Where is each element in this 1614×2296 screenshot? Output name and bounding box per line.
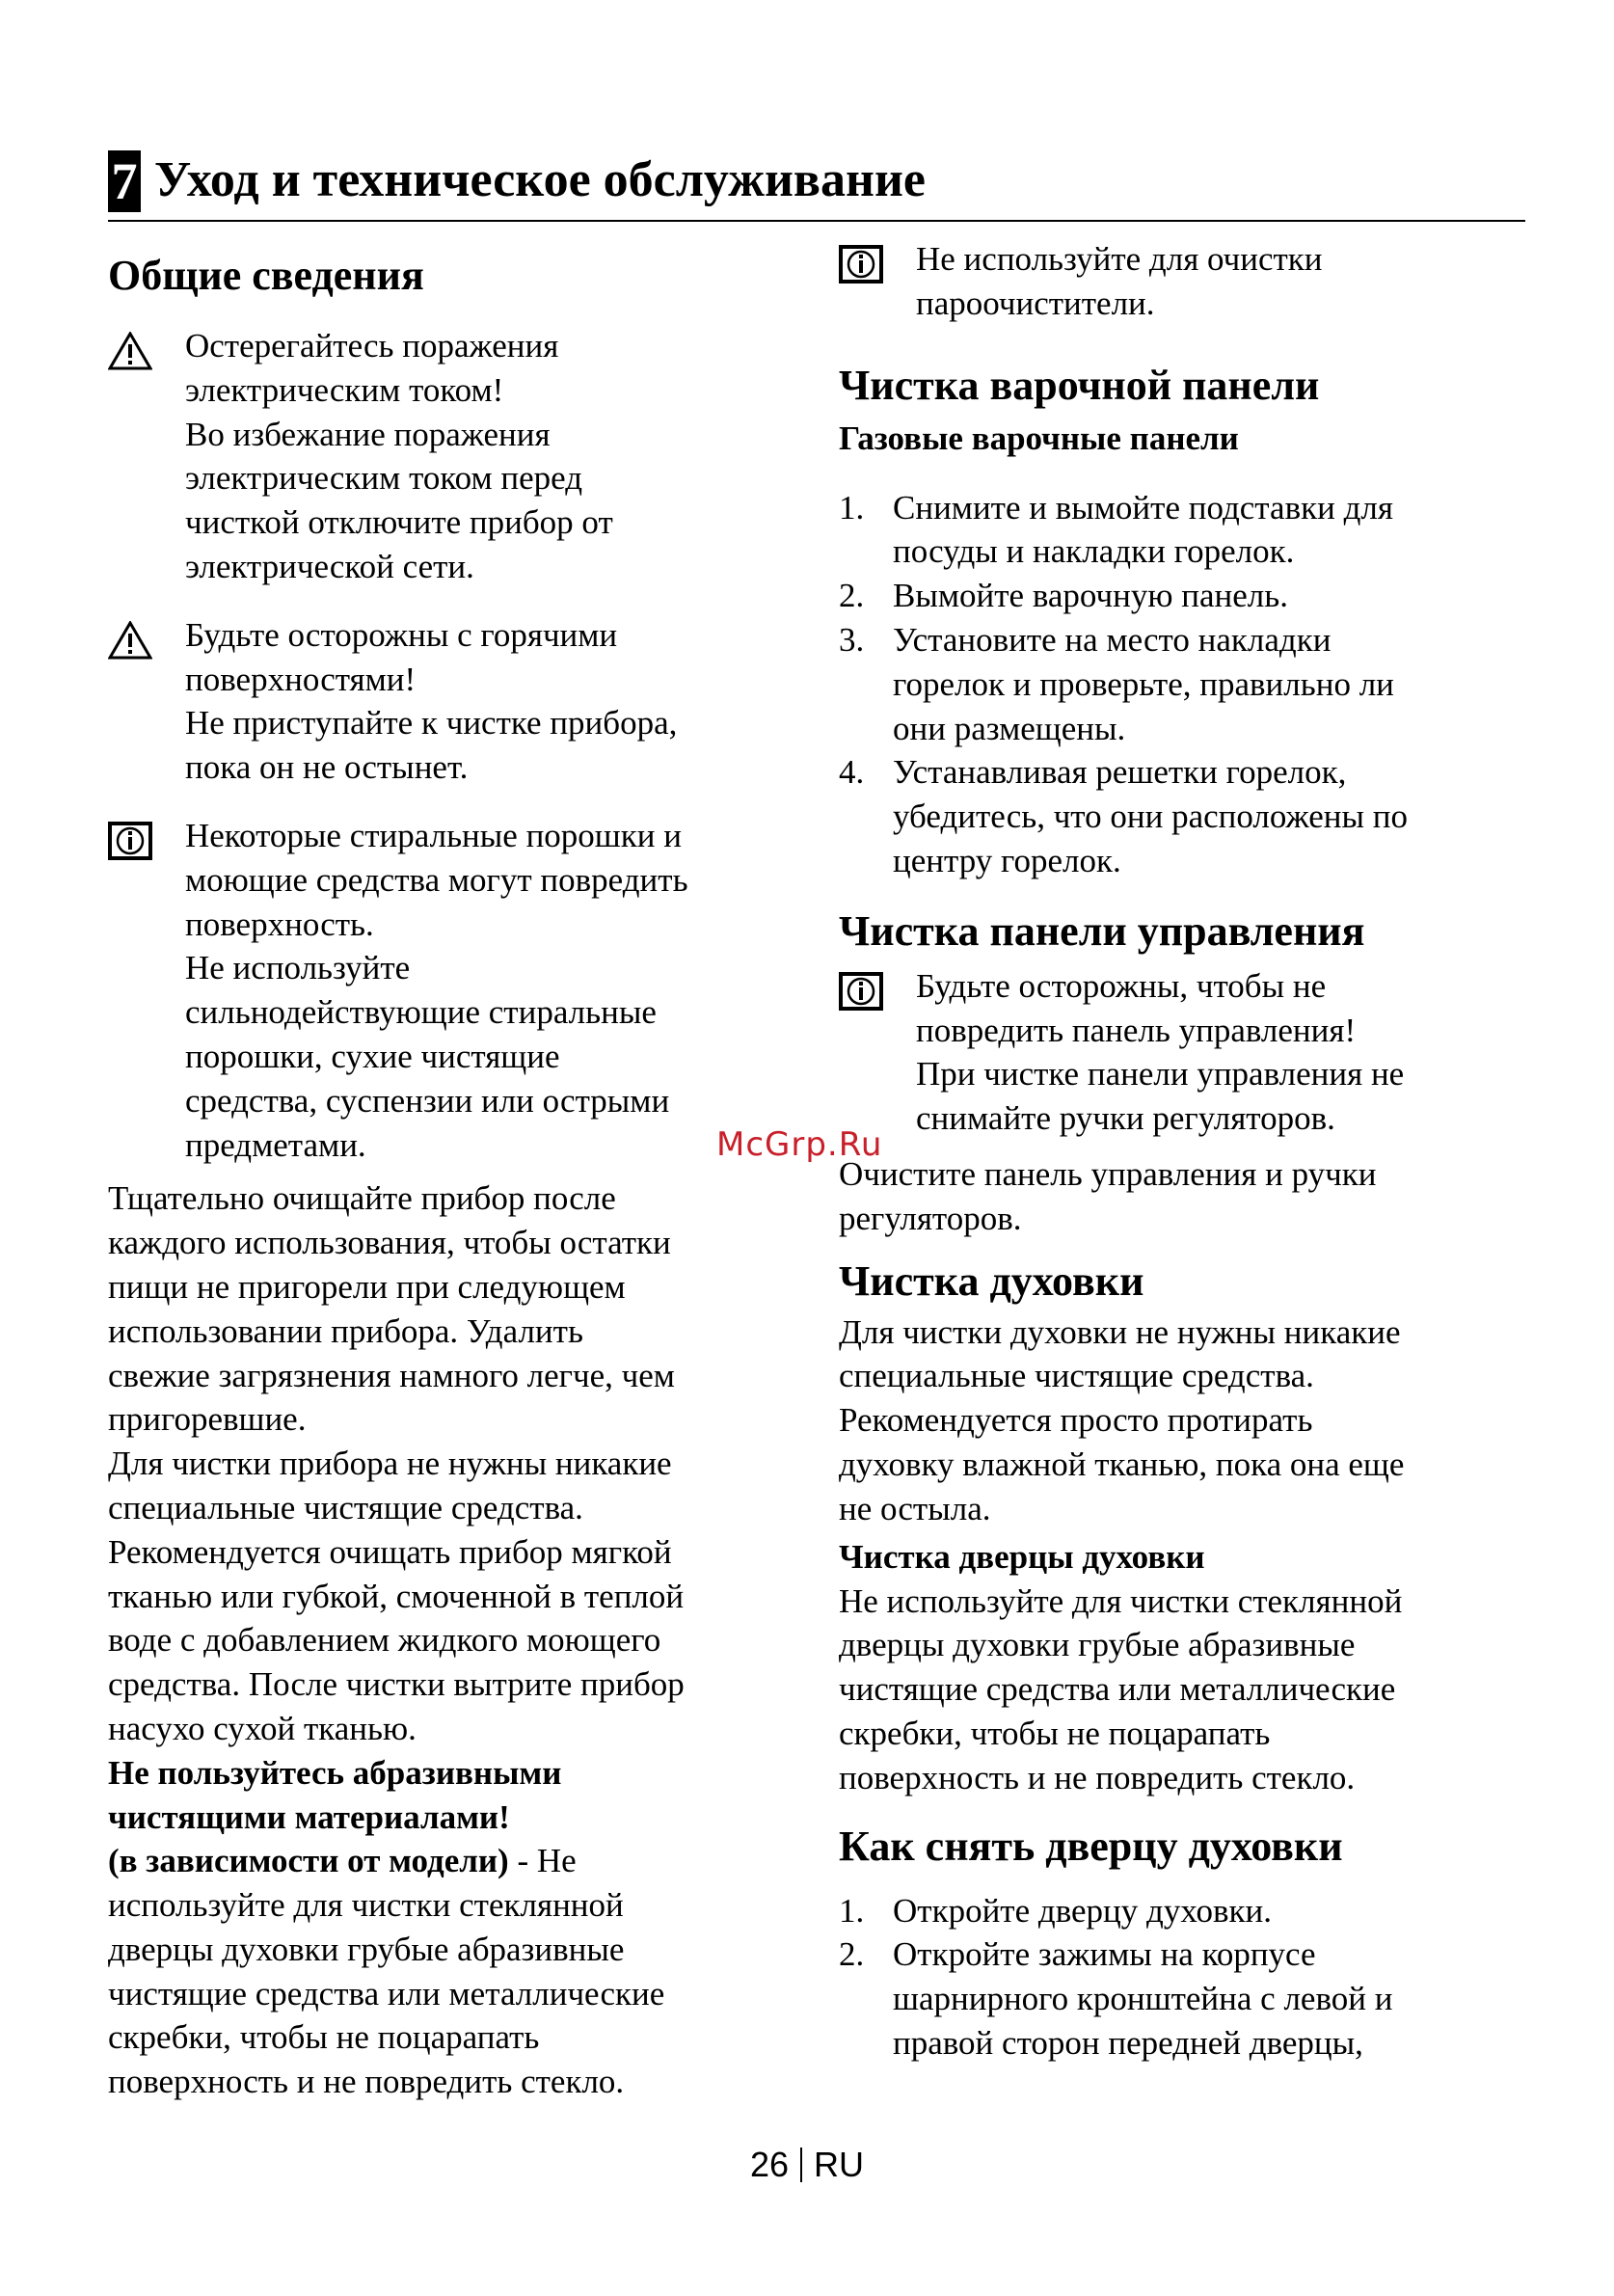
step-text: Вымойте варочную панель. — [893, 577, 1288, 615]
page-footer — [0, 2143, 1614, 2187]
list-item — [839, 618, 1525, 750]
chapter-title: Уход и техническое обслуживание — [154, 152, 926, 207]
notice-steam-cleaners — [839, 237, 1525, 326]
list-item — [839, 574, 1525, 618]
abrasive-warning: Не пользуйтесь абразивными чистящими материалами! — [108, 1753, 562, 1836]
section-heading-control-panel: Чистка панели управления — [839, 906, 1365, 955]
list-item — [839, 750, 1525, 882]
page-language: RU — [814, 2145, 865, 2184]
left-column — [108, 237, 783, 2104]
watermark: McGrp.Ru — [716, 1125, 883, 1164]
notice-text: Не используйте для очистки пароочистители. — [916, 240, 1323, 322]
step-number: 2. — [839, 1935, 865, 1974]
step-text: Установите на место накладки горелок и проверьте, правильно ли они размещены. — [893, 620, 1394, 747]
subheading-gas-hob: Газовые варочные панели — [839, 419, 1239, 457]
notice-hot-surfaces — [108, 613, 783, 790]
step-number: 1. — [839, 488, 865, 527]
right-column — [839, 237, 1525, 2066]
remove-door-steps — [839, 1889, 1525, 2066]
info-icon — [108, 822, 152, 860]
section-heading-general: Общие сведения — [108, 252, 424, 299]
notice-text: Будьте осторожны, чтобы не повредить панель управления! При чистке панели управления не снимайте ручки регуляторов. — [916, 966, 1405, 1138]
notice-detergents — [108, 814, 783, 1167]
warning-triangle-icon — [108, 621, 152, 660]
step-number: 2. — [839, 577, 865, 615]
page-number: 26 — [749, 2145, 790, 2184]
control-panel-text: Очистите панель управления и ручки регуляторов. — [839, 1154, 1377, 1237]
info-icon — [839, 245, 883, 284]
notice-text: Остерегайтесь поражения электрическим током! Во избежание поражения электрическим током перед чисткой отключите прибор от электрической сети. — [185, 327, 613, 585]
model-paragraph — [108, 1839, 783, 2104]
list-item — [839, 486, 1525, 575]
info-icon — [839, 972, 883, 1011]
chapter-number: 7 — [108, 150, 141, 212]
section-heading-oven: Чистка духовки — [839, 1256, 1144, 1305]
list-item — [839, 1889, 1525, 1933]
step-text: Откройте зажимы на корпусе шарнирного кронштейна с левой и правой сторон передней дверцы, — [893, 1935, 1393, 2062]
list-item — [839, 1932, 1525, 2065]
cleaning-paragraph: Тщательно очищайте прибор после каждого использования, чтобы остатки пищи не пригорели при следующем использовании прибора. Удалить свежие загрязнения намного легче, чем пригоревшие. Для чистки прибора не нужны никакие специальные чистящие средства. Рекомендуется очищать прибор мягкой тканью или губкой, смоченной в теплой воде с добавлением жидкого моющего средства. После чистки вытрите прибор насухо сухой тканью. — [108, 1179, 685, 1747]
step-text: Устанавливая решетки горелок, убедитесь, что они расположены по центру горелок. — [893, 753, 1409, 879]
chapter-header — [108, 145, 1525, 222]
footer-separator — [800, 2147, 802, 2182]
step-text: Снимите и вымойте подставки для посуды и накладки горелок. — [893, 488, 1393, 571]
subheading-oven-door: Чистка дверцы духовки — [839, 1537, 1205, 1576]
step-text: Откройте дверцу духовки. — [893, 1891, 1273, 1930]
gas-hob-steps — [839, 486, 1525, 883]
model-note: (в зависимости от модели) — [108, 1842, 509, 1880]
step-number: 3. — [839, 620, 865, 659]
notice-electric-shock — [108, 324, 783, 589]
warning-triangle-icon — [108, 332, 152, 370]
notice-text: Будьте осторожны с горячими поверхностями! Не приступайте к чистке прибора, пока он не остынет. — [185, 615, 678, 787]
oven-text: Для чистки духовки не нужны никакие специальные чистящие средства. Рекомендуется просто протирать духовку влажной тканью, пока она еще не остыла. — [839, 1312, 1405, 1527]
notice-text: Некоторые стиральные порошки и моющие средства могут повредить поверхность. Не используйте сильнодействующие стиральные порошки, сухие чистящие средства, суспензии или острыми предметами. — [185, 816, 688, 1164]
oven-door-text: Не используйте для чистки стеклянной дверцы духовки грубые абразивные чистящие средства или металлические скребки, чтобы не поцарапать поверхность и не повредить стекло. — [839, 1581, 1403, 1796]
step-number: 1. — [839, 1891, 865, 1930]
model-text: - Не используйте для чистки стеклянной дверцы духовки грубые абразивные чистящие средства или металлические скребки, чтобы не поцарапать поверхность и не повредить стекло. — [108, 1842, 665, 2101]
notice-control-panel — [839, 964, 1525, 1141]
section-heading-hob: Чистка варочной панели — [839, 361, 1320, 409]
step-number: 4. — [839, 753, 865, 792]
section-heading-remove-door: Как снять дверцу духовки — [839, 1822, 1343, 1870]
